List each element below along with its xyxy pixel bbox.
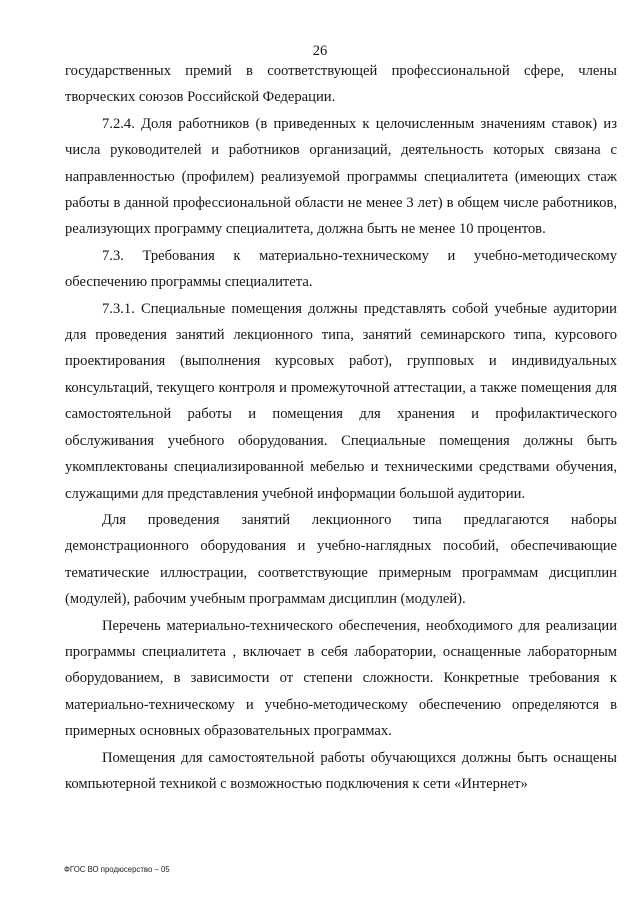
paragraph-7-2-4: 7.2.4. Доля работников (в приведенных к целочисленным значениям ставок) из числа руководителей и работников организаций, деятельность которых связана с направленностью (профилем) реализуемой программы специалитета (имеющих стаж работы в данной профессиональной области не менее 3 лет) в общем числе работников, реализующих программу специалитета, должна быть не менее 10 процентов. (65, 115, 617, 238)
paragraph-7-3: 7.3. Требования к материально-техническому и учебно-методическому обеспечению программы специалитета. (65, 247, 617, 291)
page-number: 26 (312, 43, 328, 59)
document-body (65, 58, 617, 797)
paragraph-lecture-equipment: Для проведения занятий лекционного типа предлагаются наборы демонстрационного оборудования и учебно-наглядных пособий, обеспечивающие тематические иллюстрации, соответствующие примерным программам дисциплин (модулей), рабочим учебным программам дисциплин (модулей). (65, 511, 617, 608)
paragraph-equipment-list: Перечень материально-технического обеспечения, необходимого для реализации программы специалитета , включает в себя лаборатории, оснащенные лабораторным оборудованием, в зависимости от степени сложности. Конкретные требования к материально-техническому и учебно-методическому обеспечению определяются в примерных основных образовательных программах. (65, 617, 617, 740)
page-footer: ФГОС ВО продюсерство – 05 (64, 865, 170, 874)
paragraph-self-study-rooms: Помещения для самостоятельной работы обучающихся должны быть оснащены компьютерной техникой с возможностью подключения к сети «Интернет» (65, 749, 617, 792)
paragraph-continuation: государственных премий в соответствующей профессиональной сфере, члены творческих союзов Российской Федерации. (65, 63, 617, 106)
paragraph-7-3-1: 7.3.1. Специальные помещения должны представлять собой учебные аудитории для проведения занятий лекционного типа, занятий семинарского типа, курсового проектирования (выполнения курсовых работ), групповых и индивидуальных консультаций, текущего контроля и промежуточной аттестации, а также помещения для самостоятельной работы и помещения для хранения и профилактического обслуживания учебного оборудования. Специальные помещения должны быть укомплектованы специализированной мебелью и техническими средствами обучения, служащими для представления учебной информации большой аудитории. (65, 300, 617, 502)
